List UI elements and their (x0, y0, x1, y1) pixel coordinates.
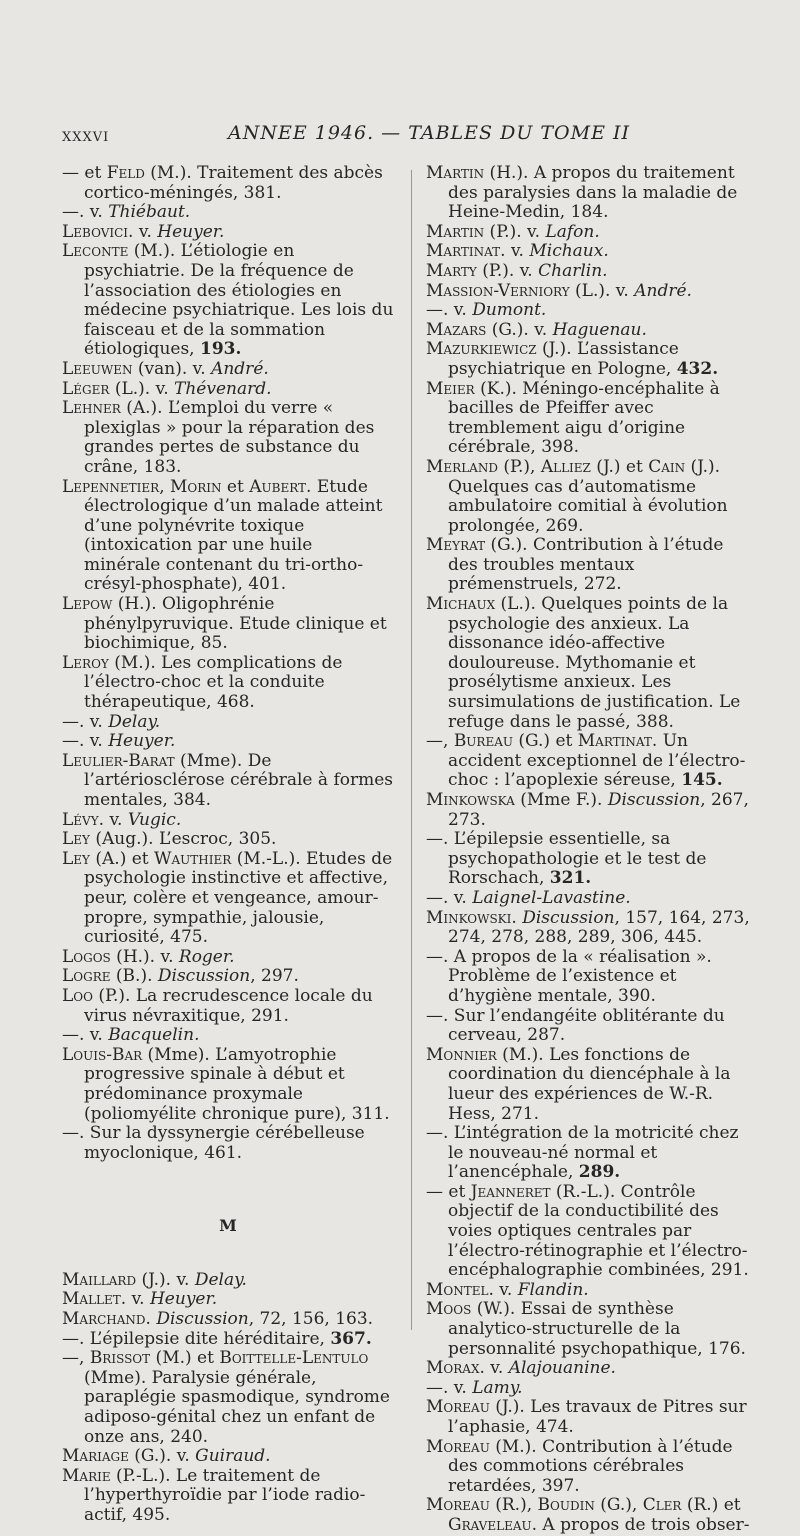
entry-text: (G.). v. (486, 319, 553, 340)
author-name: Cler (642, 1495, 682, 1516)
index-entry (62, 1026, 394, 1046)
italic-ref: Discussion (522, 907, 615, 928)
index-entry (62, 967, 394, 987)
index-entry (62, 654, 394, 713)
entry-text: (L.). v. (109, 378, 175, 399)
entry-text: (G.), (594, 1495, 643, 1516)
page-header (62, 122, 762, 152)
italic-ref: Alajouanine. (508, 1358, 616, 1379)
author-name: Loo (62, 985, 93, 1006)
index-entry (62, 1330, 394, 1350)
right-entries (426, 164, 756, 1536)
italic-ref: Discussion (157, 966, 251, 987)
entry-text: (H.). v. (110, 946, 179, 967)
entry-text: —. Sur la dyssynergie cérébelleuse myoclonique, 461. (62, 1123, 365, 1163)
author-name: Moos (426, 1299, 472, 1320)
entry-text: —. v. (62, 1025, 109, 1046)
bold-page-ref: 145. (681, 770, 723, 791)
index-entry (62, 1046, 394, 1124)
entry-text: (J.). v. (136, 1269, 195, 1290)
entry-text: . v. (488, 1279, 518, 1300)
italic-ref: Flandin. (517, 1279, 589, 1300)
entry-text: (B.). (110, 966, 158, 987)
entry-text: . v. (128, 221, 158, 242)
italic-ref: Guiraud. (195, 1446, 271, 1467)
entry-text: —, (426, 731, 454, 752)
italic-ref: Roger. (178, 946, 235, 967)
entry-text: . v. (500, 241, 530, 262)
entry-text: (G.). v. (128, 1446, 196, 1467)
index-entry (426, 948, 756, 1007)
index-entry (426, 536, 756, 595)
author-name: Moreau (426, 1495, 490, 1516)
author-name: Leconte (62, 241, 129, 262)
entry-text: (H.). A propos du traitement des paralysies dans la maladie de Heine-Medin, 184. (448, 163, 738, 223)
italic-ref: Vugic. (127, 809, 182, 830)
author-name: Brissot (89, 1348, 151, 1369)
entry-text: (M.). Contribution à l’étude des commotions cérébrales retardées, 397. (448, 1436, 733, 1496)
index-entry (426, 321, 756, 341)
index-entry (426, 262, 756, 282)
entry-text: (P.). La recrudescence locale du virus névraxitique, 291. (84, 985, 373, 1026)
entry-text: , 72, 156, 163. (248, 1309, 374, 1330)
index-entry (426, 889, 756, 909)
entry-text: (J.). L’assistance psychiatrique en Pologne, (448, 339, 679, 379)
index-entry (62, 203, 394, 223)
bold-page-ref: 432. (676, 358, 719, 379)
index-entry (62, 1467, 394, 1526)
entry-text: (M.-L.). Etudes de psychologie instinctive et affective, peur, colère et vengeance, amour-propre, sympathie, jalousie, curiosité, 475. (84, 848, 393, 948)
author-name: Mariage (62, 1446, 129, 1467)
italic-ref: Charlin. (538, 260, 608, 281)
index-entry (426, 223, 756, 243)
italic-ref: André. (211, 358, 269, 379)
entry-text: (P.). v. (476, 260, 539, 281)
entry-text: (G.) et (513, 731, 578, 752)
index-entry (426, 301, 756, 321)
author-name: Leeuwen (62, 358, 133, 379)
italic-ref: Heuyer. (157, 221, 225, 242)
author-name: Boittelle-Lentulo (219, 1348, 369, 1369)
index-entry (62, 948, 394, 968)
entry-text: et (221, 476, 250, 497)
index-entry (426, 380, 756, 458)
entry-text: (W.). Essai de synthèse analytico-structurelle de la personnalité psychopathique, 176. (448, 1299, 746, 1359)
entry-text: — et (62, 163, 107, 183)
index-entry (426, 830, 756, 889)
italic-ref: Thévenard. (174, 378, 272, 399)
left-entries-before (62, 164, 394, 1163)
author-name: Marchand (62, 1309, 146, 1330)
italic-ref: André. (634, 280, 692, 301)
entry-text: . (145, 1309, 157, 1330)
index-entry (62, 595, 394, 654)
index-entry (426, 242, 756, 262)
entry-text: . v. (98, 809, 128, 830)
italic-ref: Heuyer. (108, 731, 176, 752)
left-entries-after (62, 1271, 394, 1526)
entry-text: —, (62, 1348, 90, 1369)
author-name: Graveleau (448, 1514, 532, 1535)
index-entry (62, 830, 394, 850)
entry-text: (R.) et (681, 1495, 741, 1516)
index-entry (426, 1496, 756, 1535)
author-name: Leulier-Barat (62, 750, 175, 771)
entry-text: (R.-L.). Contrôle objectif de la conductibilité des voies optiques centrales par l’électro-rétinographie et l’électro-encéphalographie combinées, 291. (448, 1181, 749, 1281)
index-entry (62, 1124, 394, 1163)
author-name: Meier (426, 378, 475, 399)
italic-ref: Delay. (194, 1269, 247, 1290)
entry-text: (Mme). Paralysie générale, paraplégie spasmodique, syndrome adiposo-génital chez un enfant de onze ans, 240. (84, 1367, 390, 1447)
entry-text: (van). v. (132, 358, 212, 379)
italic-ref: Lafon. (545, 221, 600, 242)
entry-text: (L.). Quelques points de la psychologie des anxieux. La dissonance idéo-affective douloureuse. Mythomanie et prosélytisme anxieux. Les sursimulations de justification. Le refuge dans le passé, 388. (448, 594, 741, 732)
entry-text: (A.). L’emploi du verre « plexiglas » pour la réparation des grandes pertes de substance du crâne, 183. (84, 398, 375, 477)
author-name: Mazurkiewicz (426, 339, 537, 360)
entry-text: . Etude électrologique d’un malade atteint d’une polynévrite toxique (intoxication par une huile minérale contenant du tri-ortho-crésyl-phosphate), 401. (84, 476, 383, 595)
entry-text: , 267, 273. (448, 790, 749, 830)
index-entry (426, 164, 756, 223)
index-entry (426, 1183, 756, 1281)
section-letter: M (219, 1216, 237, 1236)
index-entry (426, 1281, 756, 1301)
italic-ref: Michaux. (529, 241, 609, 262)
author-name: Martinat (426, 241, 501, 262)
index-entry (62, 164, 394, 203)
author-name: Morin (170, 476, 222, 497)
bold-page-ref: 367. (330, 1328, 372, 1349)
author-name: Lebovici (62, 221, 129, 242)
author-name: Massion-Verniory (426, 280, 570, 301)
index-entry (426, 595, 756, 732)
italic-ref: Laignel-Lavastine. (472, 887, 631, 908)
author-name: Ley (62, 848, 90, 869)
author-name: Michaux (426, 594, 496, 615)
index-entry (426, 282, 756, 302)
entry-text: (M.). Les complications de l’électro-choc et la conduite thérapeutique, 468. (84, 652, 343, 713)
column-divider (411, 170, 412, 1330)
entry-text: (M.). Traitement des abcès cortico-méningés, 381. (84, 163, 383, 203)
italic-ref: Discussion (607, 790, 701, 810)
entry-text: , (159, 476, 170, 497)
index-entry (426, 1359, 756, 1379)
author-name: Merland (426, 456, 498, 477)
author-name: Mallet (62, 1289, 121, 1310)
entry-text: —. v. (62, 731, 109, 752)
author-name: Lepennetier (62, 476, 160, 497)
italic-ref: Discussion (156, 1309, 249, 1330)
entry-text: (A.) et (89, 848, 155, 869)
entry-text: (H.). Oligophrénie phénylpyruvique. Etude clinique et biochimique, 85. (84, 594, 387, 654)
entry-text: (J.). Les travaux de Pitres sur l’aphasie, 474. (448, 1397, 747, 1437)
index-entry (62, 1349, 394, 1447)
index-entry (426, 340, 756, 379)
index-entry (426, 1007, 756, 1046)
entry-text: —. L’épilepsie essentielle, sa psychopathologie et le test de Rorschach, (426, 829, 707, 889)
entry-text: —. L’intégration de la motricité chez le nouveau-né normal et l’anencéphale, (426, 1123, 739, 1183)
author-name: Minkowski (426, 907, 512, 928)
author-name: Maillard (62, 1269, 137, 1290)
author-name: Morax (426, 1358, 480, 1379)
bold-page-ref: 289. (578, 1162, 621, 1183)
entry-text: —. v. (426, 1377, 473, 1398)
entry-text: (L.). v. (569, 280, 635, 301)
entry-text: (P.-L.). Le traitement de l’hyperthyroïdie par l’iode radio-actif, 495. (84, 1465, 366, 1525)
author-name: Leroy (62, 652, 109, 673)
index-entry (62, 223, 394, 243)
entry-text: (Mme F.). (514, 790, 608, 810)
author-name: Bureau (453, 731, 513, 752)
index-entry (426, 1046, 756, 1124)
index-entry (62, 850, 394, 948)
index-entry (62, 380, 394, 400)
author-name: Martin (426, 163, 485, 183)
entry-text: — et (426, 1181, 471, 1202)
entry-text: . Un accident exceptionnel de l’électro-choc : l’apoplexie séreuse, (448, 731, 746, 791)
index-entry (62, 242, 394, 360)
entry-text: —. v. (426, 887, 473, 908)
index-entry (62, 811, 394, 831)
index-entry (62, 360, 394, 380)
index-entry (62, 1271, 394, 1291)
italic-ref: Bacquelin. (108, 1025, 200, 1046)
entry-text: (J.) et (590, 456, 649, 477)
index-entry (426, 909, 756, 948)
author-name: Léger (62, 378, 110, 399)
index-entry (62, 732, 394, 752)
entry-text: (Mme). L’amyotrophie progressive spinale à début et prédominance proxymale (poliomyélite chronique pure), 311. (84, 1044, 390, 1124)
entry-text: (M.). L’étiologie en psychiatrie. De la fréquence de l’association des étiologies en médecine psychiatrique. Les lois du faisceau et de la sommation étiologiques, (84, 241, 394, 360)
author-name: Martinat (577, 731, 652, 752)
author-name: Logos (62, 946, 111, 967)
author-name: Lepow (62, 594, 113, 615)
author-name: Moreau (426, 1436, 490, 1457)
index-entry (426, 1438, 756, 1497)
author-name: Lehner (62, 398, 121, 419)
entry-text: —. v. (62, 202, 109, 223)
author-name: Wauthier (154, 848, 232, 869)
author-name: Jeanneret (470, 1181, 551, 1202)
author-name: Mazars (426, 319, 487, 340)
entry-text: . v. (120, 1289, 150, 1310)
italic-ref: Thiébaut. (108, 202, 191, 223)
entry-text: (P.), (497, 456, 541, 477)
italic-ref: Heuyer. (149, 1289, 218, 1310)
running-title: ANNEE 1946. — TABLES DU TOME II (228, 122, 630, 144)
entry-text: . A propos de trois obser- (531, 1514, 750, 1535)
page-number: XXXVI (62, 130, 110, 145)
author-name: Marie (62, 1465, 111, 1486)
entry-text: —. L’épilepsie dite héréditaire, (62, 1328, 331, 1349)
author-name: Minkowska (426, 790, 515, 810)
author-name: Aubert (249, 476, 307, 497)
entry-text: (R.), (489, 1495, 538, 1516)
index-entry (426, 732, 756, 791)
index-entry (426, 1398, 756, 1437)
author-name: Martin (426, 221, 485, 242)
entry-text: (M.) et (150, 1348, 220, 1369)
left-column (62, 164, 394, 1526)
entry-text: (G.). Contribution à l’étude des troubles mentaux prémenstruels, 272. (448, 535, 724, 595)
author-name: Logre (62, 966, 111, 987)
author-name: Lévy (62, 809, 99, 830)
index-entry (426, 1300, 756, 1359)
entry-text: —. A propos de la « réalisation ». Problème de l’existence et d’hygiène mentale, 390. (426, 946, 712, 1006)
index-entry (62, 1447, 394, 1467)
italic-ref: Dumont. (472, 300, 547, 321)
author-name: Louis-Bar (62, 1044, 143, 1065)
entry-text: —. v. (426, 300, 473, 321)
entry-text: (P.). v. (484, 221, 546, 242)
entry-text: (K.). Méningo-encéphalite à bacilles de Pfeiffer avec tremblement aigu d’origine cérébrale, 398. (448, 378, 720, 458)
entry-text: (M.). Les fonctions de coordination du diencéphale à la lueur des expériences de W.-R. Hess, 271. (448, 1044, 731, 1124)
italic-ref: Lamy. (472, 1377, 523, 1398)
bold-page-ref: 321. (549, 868, 592, 889)
bold-page-ref: 193. (199, 339, 242, 360)
index-entry (62, 478, 394, 596)
index-entry (62, 713, 394, 733)
author-name: Cain (648, 456, 686, 477)
author-name: Feld (106, 163, 145, 183)
author-name: Moreau (426, 1397, 490, 1418)
entry-text: , 157, 164, 273, 274, 278, 288, 289, 306, 445. (448, 907, 750, 948)
author-name: Montel (426, 1279, 489, 1300)
author-name: Monnier (426, 1044, 497, 1065)
index-entry (426, 458, 756, 536)
entry-text: (J.). Quelques cas d’automatisme ambulatoire comitial à évolution prolongée, 269. (448, 456, 728, 536)
entry-text: (Aug.). L’escroc, 305. (89, 829, 277, 850)
author-name: Marty (426, 260, 477, 281)
index-entry (426, 1379, 756, 1399)
entry-text: . v. (479, 1358, 509, 1379)
index-entry (62, 752, 394, 811)
author-name: Ley (62, 829, 90, 850)
author-name: Meyrat (426, 535, 486, 556)
index-entry (62, 987, 394, 1026)
entry-text: —. v. (62, 711, 109, 732)
entry-text: —. Sur l’endangéite oblitérante du cerveau, 287. (426, 1005, 725, 1046)
index-entry (62, 399, 394, 477)
entry-text: , 297. (250, 966, 299, 987)
italic-ref: Delay. (108, 711, 161, 732)
index-entry (426, 791, 756, 830)
right-column (426, 164, 756, 1536)
italic-ref: Haguenau. (552, 319, 647, 340)
index-entry (62, 1310, 394, 1330)
entry-text: . (511, 907, 523, 928)
entry-text: (Mme). De l’artériosclérose cérébrale à formes mentales, 384. (84, 750, 393, 810)
author-name: Boudin (537, 1495, 595, 1516)
index-entry (62, 1290, 394, 1310)
index-entry (426, 1124, 756, 1183)
author-name: Alliez (540, 456, 591, 477)
